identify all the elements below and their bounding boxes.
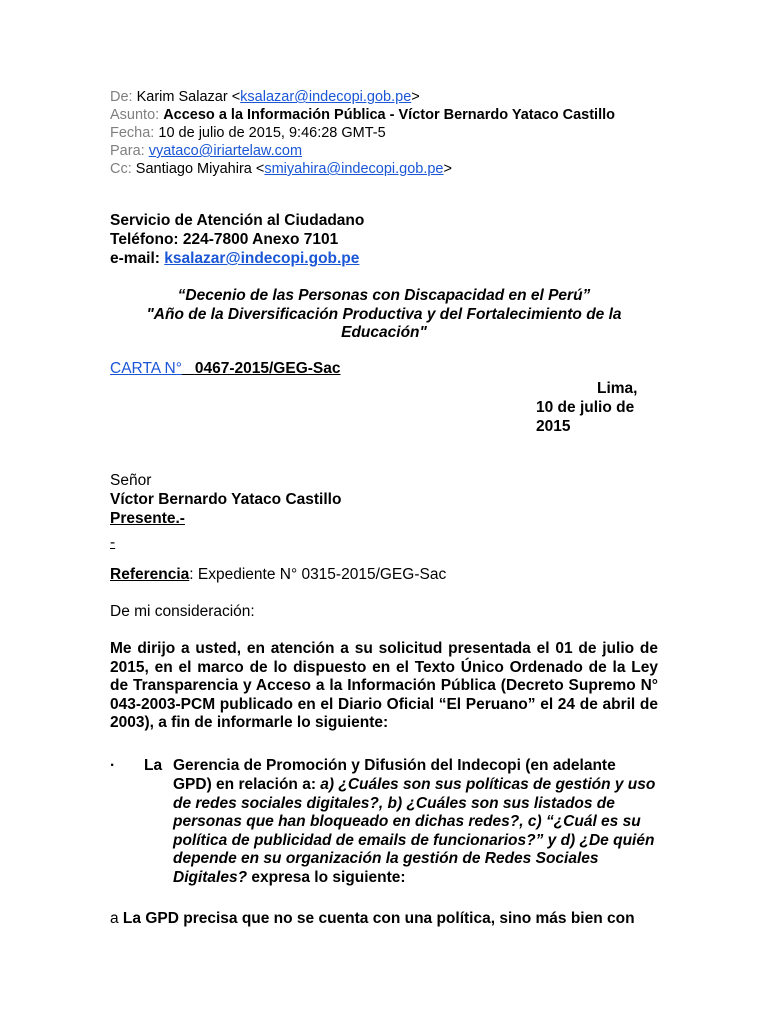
cc-label: Cc: xyxy=(110,161,132,177)
to-email-link[interactable]: vyataco@iriartelaw.com xyxy=(148,143,303,159)
bullet-text-italic: a) ¿Cuáles son sus políticas de gestión y uso de redes sociales digitales?, b) ¿Cuáles son sus listados de personas que han bloqueado en dichas redes?, c) “¿Cuál es su política de publicidad de emails de funcionarios?” y d) ¿De quién depende en su organización la gestión de Redes Sociales Digitales? xyxy=(173,776,656,886)
cc-name: Santiago Miyahira < xyxy=(135,161,265,177)
carta-line xyxy=(110,360,341,379)
signature-line-1: Servicio de Atención al Ciudadano xyxy=(110,212,365,229)
bullet-text-plain: GPD) en relación a: xyxy=(173,776,321,793)
to-label: Para: xyxy=(110,143,145,159)
bullet-lead: La xyxy=(144,757,163,774)
email-date-line xyxy=(110,124,386,142)
email-from-line xyxy=(110,88,420,106)
motto-line-1: “Decenio de las Personas con Discapacidad en el Perú” xyxy=(177,287,591,304)
salutation: Señor xyxy=(110,472,152,489)
from-email-link[interactable]: ksalazar@indecopi.gob.pe xyxy=(240,89,412,105)
bullet-marker: · xyxy=(110,757,116,774)
motto-line-3: Educación" xyxy=(341,324,427,341)
dash-line: - xyxy=(110,534,116,551)
email-subject-line xyxy=(110,106,615,124)
bullet-paragraph xyxy=(173,776,658,887)
place-line-1: Lima, xyxy=(597,380,638,397)
motto-line-2: "Año de la Diversificación Productiva y del Fortalecimiento de la xyxy=(146,305,622,323)
from-label: De: xyxy=(110,89,133,105)
recipient-name: Víctor Bernardo Yataco Castillo xyxy=(110,491,342,508)
greeting: De mi consideración: xyxy=(110,603,255,620)
last-prefix: a xyxy=(110,910,119,927)
cc-email-link[interactable]: smiyahira@indecopi.gob.pe xyxy=(264,161,444,177)
last-line-text: La GPD precisa que no se cuenta con una política, sino más bien con xyxy=(118,910,635,927)
signature-email-link[interactable]: ksalazar@indecopi.gob.pe xyxy=(164,250,360,267)
paragraph-1: Me dirijo a usted, en atención a su solicitud presentada el 01 de julio de 2015, en el marco de lo dispuesto en el Texto Único Ordenado de la Ley de Transparencia y Acceso a la Información Pública (Decreto Supremo N° 043-2003-PCM publicado en el Diario Oficial “El Peruano” el 24 de abril de 2003), a fin de informarle lo siguiente: xyxy=(110,640,658,731)
motto-block xyxy=(110,287,658,343)
reference-line xyxy=(110,566,446,585)
subject-label: Asunto: xyxy=(110,107,160,123)
carta-number: 0467-2015/GEG-Sac xyxy=(194,360,341,377)
signature-line-2: Teléfono: 224-7800 Anexo 7101 xyxy=(110,231,339,248)
subject-value: Acceso a la Información Pública - Víctor Bernardo Yataco Castillo xyxy=(163,107,615,123)
presente-line: Presente.- xyxy=(110,510,185,527)
date-value: 10 de julio de 2015, 9:46:28 GMT-5 xyxy=(158,125,386,141)
reference-label: Referencia xyxy=(110,566,190,583)
bullet-text-end: expresa lo siguiente: xyxy=(247,868,406,886)
place-line-2: 10 de julio de xyxy=(536,399,635,416)
last-line xyxy=(110,910,635,929)
carta-label[interactable]: CARTA N° xyxy=(110,360,182,377)
place-line-3: 2015 xyxy=(536,418,571,435)
from-name: Karim Salazar < xyxy=(136,89,241,105)
date-label: Fecha: xyxy=(110,125,155,141)
from-close: > xyxy=(411,89,420,105)
email-cc-line xyxy=(110,160,452,178)
signature-email-label: e-mail: xyxy=(110,250,165,267)
reference-value: : Expediente N° 0315-2015/GEG-Sac xyxy=(189,566,447,583)
email-to-line xyxy=(110,142,302,160)
cc-close: > xyxy=(443,161,452,177)
bullet-line-1: Gerencia de Promoción y Difusión del Indecopi (en adelante xyxy=(173,757,616,774)
signature-email-line xyxy=(110,250,359,269)
